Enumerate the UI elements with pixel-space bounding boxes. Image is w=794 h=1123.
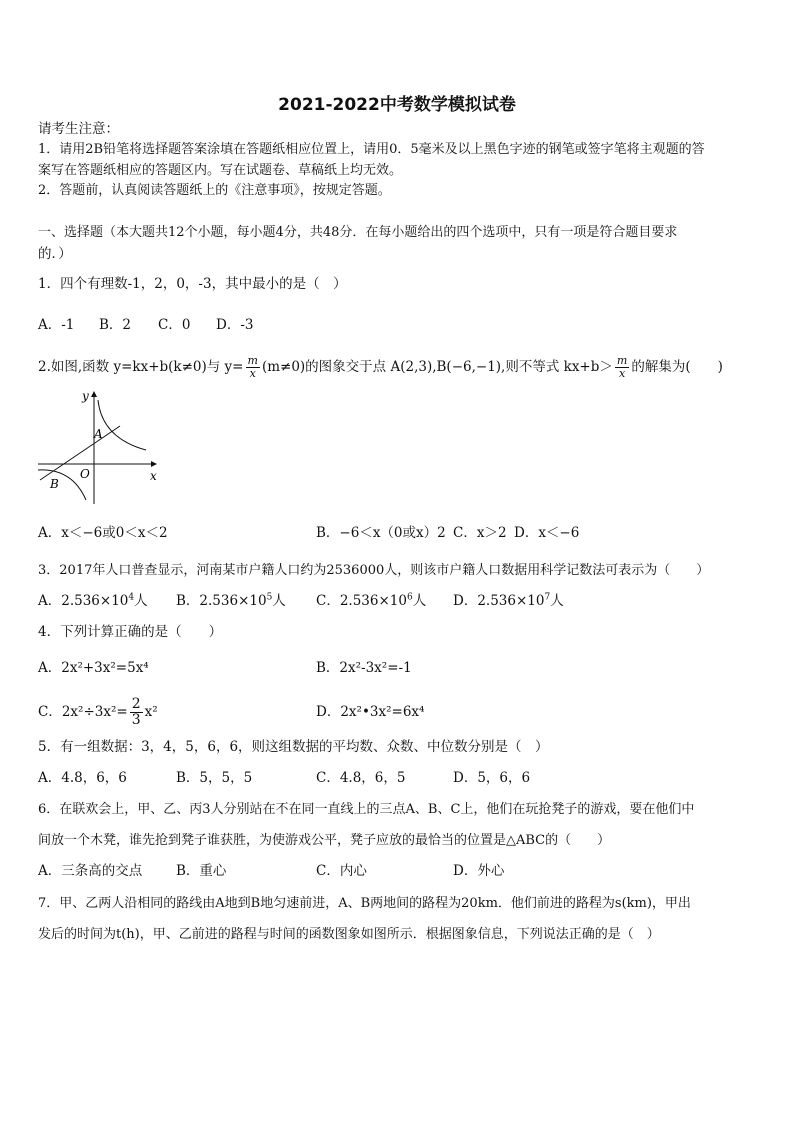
question-3-option-b[interactable]: B．$2.536\times 10^5$人 xyxy=(176,592,286,609)
point-a-label: A xyxy=(94,427,103,441)
fraction-two-thirds: $\frac{2}{3}$ xyxy=(131,695,141,728)
question-6-option-a[interactable]: A．三条高的交点 xyxy=(38,863,143,879)
section-heading-line-1: 一、选择题（本大题共12个小题，每小题4分，共48分．在每小题给出的四个选项中，只有一项是符合题目要求 xyxy=(38,225,678,240)
question-3-option-c[interactable]: C．$2.536\times 10^6$人 xyxy=(316,592,427,609)
question-3-option-a[interactable]: A．$2.536\times 10^4$人 xyxy=(38,592,148,609)
question-2-option-d[interactable]: D．x＜−6 xyxy=(514,525,580,541)
question-6-line-1: 6．在联欢会上，甲、乙、丙3人分别站在不在同一直线上的三点A、B、C上，他们在玩抢凳子的游戏，要在他们中 xyxy=(38,802,695,817)
y-axis-label: y xyxy=(82,389,89,403)
question-3-stem: 3．2017年人口普查显示，河南某市户籍人口约为2536000人，则该市户籍人口数据用科学记数法可表示为（ ） xyxy=(38,563,710,578)
question-4-option-b[interactable]: B．2x²-3x²=-1 xyxy=(316,660,412,676)
question-1-option-b[interactable]: B．2 xyxy=(99,317,132,333)
question-4-option-c[interactable]: C．2x²÷3x²= $\frac{2}{3}$ x² xyxy=(38,695,158,728)
question-1-option-c[interactable]: C．0 xyxy=(158,317,191,333)
question-6-option-c[interactable]: C．内心 xyxy=(316,863,367,879)
hyperbola-branch-lower xyxy=(38,470,86,500)
question-4-stem: 4．下列计算正确的是（ ） xyxy=(38,624,223,640)
question-6-option-d[interactable]: D．外心 xyxy=(453,863,505,879)
question-5-option-c[interactable]: C．4.8，6，5 xyxy=(316,770,406,786)
section-heading-line-2: 的．） xyxy=(38,246,72,262)
page-title: 2021-2022中考数学模拟试卷 xyxy=(278,95,516,115)
question-5-option-d[interactable]: D．5，6，6 xyxy=(453,770,531,786)
function-graph xyxy=(36,388,166,508)
notice-line-1: 1．请用2B铅笔将选择题答案涂填在答题纸相应位置上，请用0．5毫米及以上黑色字迹的钢笔或签字笔将主观题的答 xyxy=(38,142,705,157)
question-5-option-b[interactable]: B．5，5，5 xyxy=(176,770,253,786)
question-5-option-a[interactable]: A．4.8，6，6 xyxy=(38,770,127,786)
notice-line-3: 2．答题前，认真阅读答题纸上的《注意事项》，按规定答题。 xyxy=(38,183,391,198)
fraction-m-over-x-2: $\frac{m}{x}$ xyxy=(616,353,628,380)
question-3-option-d[interactable]: D．$2.536\times 10^7$人 xyxy=(453,592,564,609)
question-6-option-b[interactable]: B．重心 xyxy=(176,863,227,879)
notice-heading: 请考生注意： xyxy=(38,121,119,137)
question-2-option-c[interactable]: C．x＞2 xyxy=(453,525,507,541)
hyperbola-branch-upper xyxy=(98,400,146,450)
question-1-option-a[interactable]: A．-1 xyxy=(38,317,75,333)
question-2-stem-part-3: 的解集为( ) xyxy=(631,359,723,375)
question-2-stem-part-1: 2.如图,函数 y=kx+b(k≠0)与 y= xyxy=(38,359,244,375)
question-7-line-2: 发后的时间为t(h)，甲、乙前进的路程与时间的函数图象如图所示．根据图象信息，下列说法正确的是（ ） xyxy=(38,927,660,942)
question-4-option-a[interactable]: A．2x²+3x²=5x⁴ xyxy=(38,660,149,676)
question-1-option-d[interactable]: D．-3 xyxy=(216,317,254,333)
question-2-stem-part-2: (m≠0)的图象交于点 A(2,3),B(−6,−1),则不等式 kx+b＞ xyxy=(261,359,613,375)
question-2-option-a[interactable]: A．x＜−6或0＜x＜2 xyxy=(38,525,168,541)
point-b-label: B xyxy=(50,477,59,491)
question-4-option-d[interactable]: D．2x²•3x²=6x⁴ xyxy=(316,704,425,720)
question-2-stem xyxy=(38,352,723,382)
question-7-line-1: 7．甲、乙两人沿相同的路线由A地到B地匀速前进，A、B两地间的路程为20km．他们前进的路程为s(km)，甲出 xyxy=(38,896,691,911)
fraction-m-over-x: $\frac{m}{x}$ xyxy=(247,353,258,380)
notice-line-2: 案写在答题纸相应的答题区内。写在试题卷、草稿纸上均无效。 xyxy=(38,163,403,178)
origin-label: O xyxy=(80,467,90,481)
question-6-line-2: 间放一个木凳，谁先抢到凳子谁获胜，为使游戏公平，凳子应放的最恰当的位置是△ABC的（ ） xyxy=(38,833,611,848)
question-5-stem: 5．有一组数据：3，4，5，6，6，则这组数据的平均数、众数、中位数分别是（ ） xyxy=(38,739,549,755)
x-axis-label: x xyxy=(150,469,157,483)
question-1-stem: 1．四个有理数-1，2，0，-3，其中最小的是（ ） xyxy=(38,276,347,292)
question-2-option-b[interactable]: B．−6＜x（0或x）2 xyxy=(316,525,446,541)
